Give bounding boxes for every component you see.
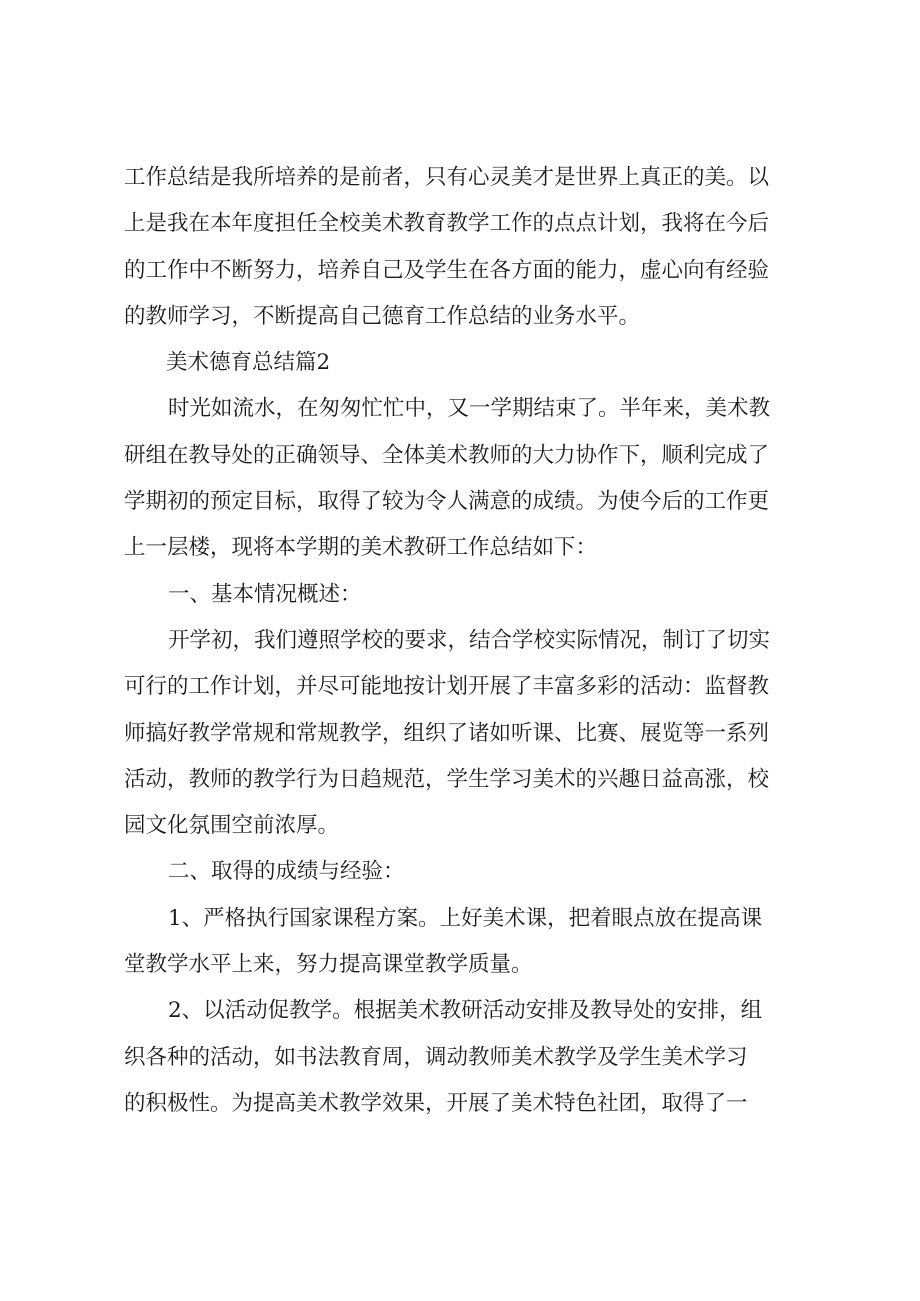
text-line: 学期初的预定目标，取得了较为令人满意的成绩。为使今后的工作更: [124, 489, 770, 515]
text-line: 的教师学习，不断提高自己德育工作总结的业务水平。: [124, 303, 641, 329]
text-line: 活动，教师的教学行为日趋规范，学生学习美术的兴趣日益高涨，校: [124, 766, 770, 792]
text-line: 上是我在本年度担任全校美术教育教学工作的点点计划，我将在今后: [124, 211, 770, 237]
section-title: 美术德育总结篇2: [166, 350, 331, 376]
text-line: 工作总结是我所培养的是前者，只有心灵美才是世界上真正的美。以: [124, 165, 770, 190]
text-line: 的工作中不断努力，培养自己及学生在各方面的能力，虚心向有经验: [124, 257, 770, 283]
text-line: 的积极性。为提高美术教学效果，开展了美术特色社团，取得了一: [124, 1090, 748, 1116]
text-line: 可行的工作计划，并尽可能地按计划开展了丰富多彩的活动：监督教: [124, 674, 770, 700]
text-line: 上一层楼，现将本学期的美术教研工作总结如下：: [124, 535, 598, 561]
paragraph-first-line: 时光如流水，在匆匆忙忙中，又一学期结束了。半年来，美术教: [168, 396, 771, 422]
paragraph-first-line: 1、严格执行国家课程方案。上好美术课，把着眼点放在提高课: [168, 905, 763, 931]
section-heading: 一、基本情况概述：: [168, 581, 362, 607]
paragraph-first-line: 2、以活动促教学。根据美术教研活动安排及教导处的安排，组: [168, 998, 763, 1024]
document-body: [124, 155, 824, 1127]
section-heading: 二、取得的成绩与经验：: [168, 859, 405, 885]
text-line: 园文化氛围空前浓厚。: [124, 813, 340, 839]
text-line: 研组在教导处的正确领导、全体美术教师的大力协作下，顺利完成了: [124, 442, 770, 468]
text-line: 师搞好教学常规和常规教学，组织了诸如听课、比赛、展览等一系列: [124, 720, 770, 746]
paragraph-first-line: 开学初，我们遵照学校的要求，结合学校实际情况，制订了切实: [168, 627, 771, 653]
text-line: 堂教学水平上来，努力提高课堂教学质量。: [124, 952, 533, 978]
text-line: 织各种的活动，如书法教育周，调动教师美术教学及学生美术学习: [124, 1044, 748, 1070]
